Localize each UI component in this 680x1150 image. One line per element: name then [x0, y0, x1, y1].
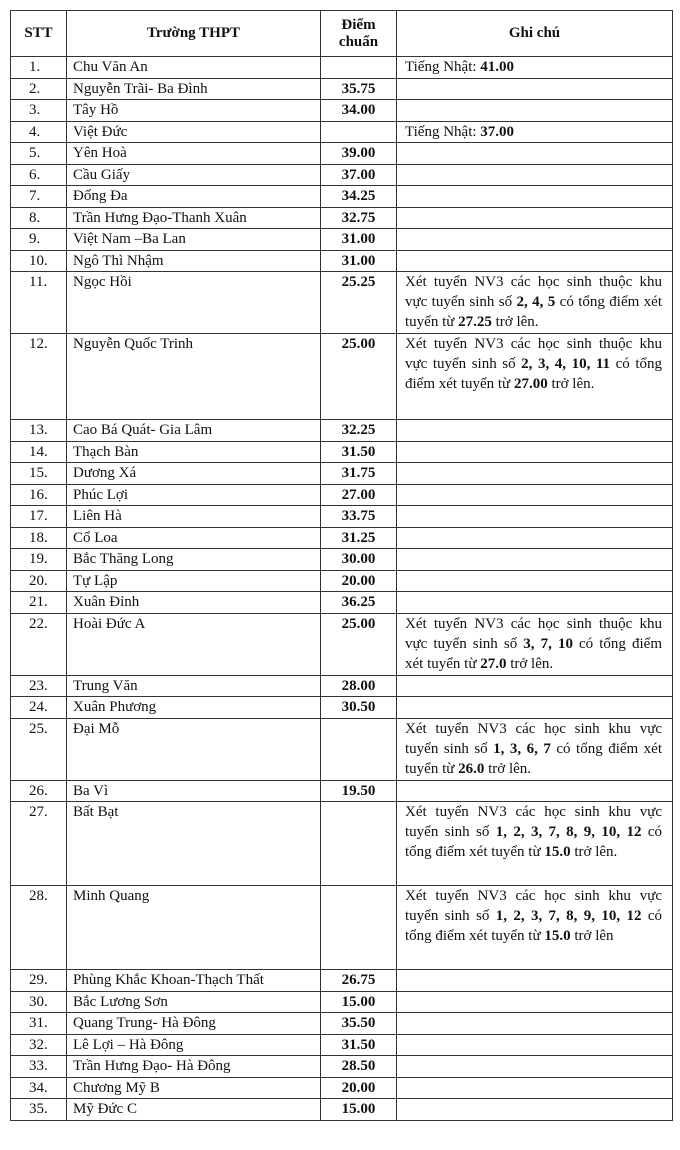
row-school-name: Ba Vì — [67, 780, 321, 802]
row-stt: 3. — [11, 100, 67, 122]
row-score — [321, 802, 397, 886]
row-note — [397, 484, 673, 506]
row-school-name: Yên Hoà — [67, 143, 321, 165]
row-stt: 35. — [11, 1099, 67, 1121]
row-stt: 8. — [11, 207, 67, 229]
table-row — [11, 1034, 673, 1056]
row-stt: 21. — [11, 592, 67, 614]
table-row — [11, 675, 673, 697]
table-row — [11, 121, 673, 143]
note-text: Tiếng Nhật: — [405, 59, 481, 75]
table-row — [11, 802, 673, 886]
row-stt: 18. — [11, 527, 67, 549]
row-stt: 22. — [11, 613, 67, 675]
row-school-name: Ngô Thì Nhậm — [67, 250, 321, 272]
row-note — [397, 718, 673, 780]
note-emphasis: 2, 4, 5 — [516, 294, 556, 310]
note-text: có tổng điểm xét tuyển từ — [405, 294, 662, 330]
row-stt: 14. — [11, 441, 67, 463]
row-stt: 15. — [11, 463, 67, 485]
table-row — [11, 1099, 673, 1121]
row-school-name: Minh Quang — [67, 886, 321, 970]
row-score: 28.50 — [321, 1056, 397, 1078]
row-score: 27.00 — [321, 484, 397, 506]
note-emphasis: 3, 7, 10 — [523, 635, 573, 652]
row-score: 25.00 — [321, 613, 397, 675]
row-score: 31.00 — [321, 229, 397, 251]
row-score: 34.25 — [321, 186, 397, 208]
table-row — [11, 57, 673, 79]
row-note — [397, 1077, 673, 1099]
table-row — [11, 991, 673, 1013]
row-stt: 34. — [11, 1077, 67, 1099]
table-row — [11, 1077, 673, 1099]
row-note — [397, 121, 673, 143]
row-school-name: Tây Hồ — [67, 100, 321, 122]
row-note — [397, 613, 673, 675]
note-text: có tổng điểm xét tuyển từ — [405, 635, 662, 672]
row-stt: 7. — [11, 186, 67, 208]
row-school-name: Việt Đức — [67, 121, 321, 143]
row-note — [397, 886, 673, 970]
row-note — [397, 420, 673, 442]
row-school-name: Cầu Giấy — [67, 164, 321, 186]
table-row — [11, 549, 673, 571]
row-note — [397, 1099, 673, 1121]
table-row — [11, 164, 673, 186]
row-school-name: Xuân Phương — [67, 697, 321, 719]
note-text: Xét tuyển NV3 các học sinh khu vực tuyển sinh số — [405, 804, 662, 840]
row-school-name: Trần Hưng Đạo-Thanh Xuân — [67, 207, 321, 229]
row-note — [397, 164, 673, 186]
note-emphasis: 15.0 — [544, 844, 571, 860]
note-text: trở lên. — [570, 844, 618, 860]
header-stt: STT — [11, 11, 67, 57]
note-text: trở lên — [570, 928, 614, 944]
row-stt: 31. — [11, 1013, 67, 1035]
note-text: Xét tuyển NV3 các học sinh thuộc khu vực tuyển sinh số — [405, 274, 662, 310]
row-note — [397, 970, 673, 992]
row-stt: 33. — [11, 1056, 67, 1078]
row-score: 30.00 — [321, 549, 397, 571]
table-row — [11, 506, 673, 528]
note-emphasis: 1, 2, 3, 7, 8, 9, 10, 12 — [495, 824, 642, 840]
note-text: trở lên. — [491, 314, 539, 330]
row-note — [397, 991, 673, 1013]
row-score: 32.25 — [321, 420, 397, 442]
table-row — [11, 100, 673, 122]
table-row — [11, 250, 673, 272]
row-stt: 25. — [11, 718, 67, 780]
row-note — [397, 229, 673, 251]
row-stt: 30. — [11, 991, 67, 1013]
row-score: 39.00 — [321, 143, 397, 165]
row-note — [397, 570, 673, 592]
note-text: có tổng điểm xét tuyển từ — [405, 740, 663, 777]
row-score: 26.75 — [321, 970, 397, 992]
row-school-name: Bất Bạt — [67, 802, 321, 886]
row-school-name: Nguyễn Quốc Trinh — [67, 334, 321, 420]
row-school-name: Bắc Lương Sơn — [67, 991, 321, 1013]
table-row — [11, 570, 673, 592]
note-emphasis: 1, 2, 3, 7, 8, 9, 10, 12 — [495, 908, 642, 924]
row-stt: 19. — [11, 549, 67, 571]
admission-scores-table — [10, 10, 673, 1121]
note-text: Xét tuyển NV3 các học sinh thuộc khu vực tuyển sinh số — [405, 615, 662, 652]
note-emphasis: 37.00 — [480, 123, 515, 140]
row-note — [397, 78, 673, 100]
row-note — [397, 697, 673, 719]
row-school-name: Tự Lập — [67, 570, 321, 592]
row-note — [397, 1013, 673, 1035]
row-note — [397, 272, 673, 334]
note-text: trở lên. — [484, 760, 532, 777]
row-school-name: Chu Văn An — [67, 57, 321, 79]
row-school-name: Đại Mỗ — [67, 718, 321, 780]
row-note — [397, 441, 673, 463]
note-emphasis: 2, 3, 4, 10, 11 — [521, 356, 611, 372]
table-row — [11, 592, 673, 614]
row-note — [397, 1034, 673, 1056]
table-row — [11, 1013, 673, 1035]
row-score: 15.00 — [321, 1099, 397, 1121]
header-row — [11, 11, 673, 57]
row-score: 31.25 — [321, 527, 397, 549]
row-school-name: Nguyễn Trãi- Ba Đình — [67, 78, 321, 100]
row-school-name: Đống Đa — [67, 186, 321, 208]
note-text: Xét tuyển NV3 các học sinh khu vực tuyển sinh số — [405, 888, 662, 924]
row-score: 36.25 — [321, 592, 397, 614]
row-score: 31.50 — [321, 441, 397, 463]
row-score: 20.00 — [321, 1077, 397, 1099]
note-emphasis: 27.00 — [513, 376, 548, 392]
note-text: có tổng điểm xét tuyển từ — [405, 356, 662, 392]
table-row — [11, 143, 673, 165]
row-stt: 10. — [11, 250, 67, 272]
row-note — [397, 527, 673, 549]
row-school-name: Dương Xá — [67, 463, 321, 485]
row-note — [397, 250, 673, 272]
row-score: 19.50 — [321, 780, 397, 802]
row-stt: 28. — [11, 886, 67, 970]
row-stt: 4. — [11, 121, 67, 143]
row-note — [397, 780, 673, 802]
note-text: Tiếng Nhật: — [405, 123, 481, 140]
note-emphasis: 1, 3, 6, 7 — [493, 740, 551, 757]
row-stt: 9. — [11, 229, 67, 251]
row-stt: 6. — [11, 164, 67, 186]
header-score-line2: chuẩn — [338, 33, 379, 50]
row-stt: 5. — [11, 143, 67, 165]
row-stt: 23. — [11, 675, 67, 697]
row-note — [397, 100, 673, 122]
row-school-name: Phùng Khắc Khoan-Thạch Thất — [67, 970, 321, 992]
note-text: Xét tuyển NV3 các học sinh thuộc khu vực tuyển sinh số — [405, 336, 662, 372]
row-note — [397, 592, 673, 614]
row-stt: 16. — [11, 484, 67, 506]
note-text: có tổng điểm xét tuyển từ — [405, 824, 662, 860]
row-school-name: Cổ Loa — [67, 527, 321, 549]
table-row — [11, 484, 673, 506]
table-row — [11, 420, 673, 442]
row-note — [397, 207, 673, 229]
note-emphasis: 27.0 — [480, 655, 507, 672]
table-row — [11, 272, 673, 334]
row-note — [397, 186, 673, 208]
row-stt: 13. — [11, 420, 67, 442]
row-score: 31.00 — [321, 250, 397, 272]
row-score: 31.50 — [321, 1034, 397, 1056]
row-note — [397, 549, 673, 571]
row-score: 33.75 — [321, 506, 397, 528]
row-school-name: Xuân Đỉnh — [67, 592, 321, 614]
table-body — [11, 57, 673, 1121]
table-row — [11, 463, 673, 485]
row-score: 28.00 — [321, 675, 397, 697]
row-school-name: Liên Hà — [67, 506, 321, 528]
note-emphasis: 41.00 — [480, 59, 515, 75]
row-score: 25.00 — [321, 334, 397, 420]
table-row — [11, 441, 673, 463]
row-note — [397, 57, 673, 79]
row-school-name: Chương Mỹ B — [67, 1077, 321, 1099]
row-note — [397, 143, 673, 165]
table-row — [11, 207, 673, 229]
row-note — [397, 675, 673, 697]
row-score — [321, 121, 397, 143]
header-score — [321, 11, 397, 57]
table-row — [11, 78, 673, 100]
table-row — [11, 718, 673, 780]
row-school-name: Hoài Đức A — [67, 613, 321, 675]
row-score — [321, 57, 397, 79]
note-text: có tổng điểm xét tuyển từ — [405, 908, 662, 944]
row-stt: 17. — [11, 506, 67, 528]
row-stt: 12. — [11, 334, 67, 420]
header-school: Trường THPT — [67, 11, 321, 57]
table-row — [11, 970, 673, 992]
header-note: Ghi chú — [397, 11, 673, 57]
row-stt: 1. — [11, 57, 67, 79]
row-score — [321, 886, 397, 970]
note-emphasis: 26.0 — [458, 760, 485, 777]
table-row — [11, 186, 673, 208]
note-emphasis: 15.0 — [544, 928, 571, 944]
row-stt: 29. — [11, 970, 67, 992]
row-school-name: Thạch Bàn — [67, 441, 321, 463]
row-note — [397, 1056, 673, 1078]
row-note — [397, 506, 673, 528]
note-text: trở lên. — [547, 376, 595, 392]
row-stt: 2. — [11, 78, 67, 100]
row-score — [321, 718, 397, 780]
row-score: 31.75 — [321, 463, 397, 485]
note-text: Xét tuyển NV3 các học sinh khu vực tuyển sinh số — [405, 720, 662, 757]
row-score: 34.00 — [321, 100, 397, 122]
row-score: 15.00 — [321, 991, 397, 1013]
table-row — [11, 697, 673, 719]
row-note — [397, 334, 673, 420]
row-note — [397, 802, 673, 886]
row-stt: 20. — [11, 570, 67, 592]
note-text: trở lên. — [506, 655, 554, 672]
row-stt: 24. — [11, 697, 67, 719]
table-row — [11, 780, 673, 802]
row-school-name: Ngọc Hồi — [67, 272, 321, 334]
row-score: 20.00 — [321, 570, 397, 592]
row-school-name: Trung Văn — [67, 675, 321, 697]
row-score: 35.50 — [321, 1013, 397, 1035]
table-row — [11, 886, 673, 970]
row-score: 25.25 — [321, 272, 397, 334]
table-row — [11, 527, 673, 549]
row-score: 35.75 — [321, 78, 397, 100]
row-stt: 32. — [11, 1034, 67, 1056]
row-stt: 27. — [11, 802, 67, 886]
note-emphasis: 27.25 — [458, 314, 492, 330]
row-school-name: Trần Hưng Đạo- Hà Đông — [67, 1056, 321, 1078]
row-school-name: Cao Bá Quát- Gia Lâm — [67, 420, 321, 442]
table-row — [11, 229, 673, 251]
header-score-line1: Điểm — [341, 16, 376, 33]
row-school-name: Quang Trung- Hà Đông — [67, 1013, 321, 1035]
row-school-name: Việt Nam –Ba Lan — [67, 229, 321, 251]
table-row — [11, 1056, 673, 1078]
row-score: 30.50 — [321, 697, 397, 719]
row-school-name: Lê Lợi – Hà Đông — [67, 1034, 321, 1056]
row-stt: 26. — [11, 780, 67, 802]
table-row — [11, 334, 673, 420]
row-school-name: Mỹ Đức C — [67, 1099, 321, 1121]
row-stt: 11. — [11, 272, 67, 334]
row-school-name: Phúc Lợi — [67, 484, 321, 506]
row-score: 37.00 — [321, 164, 397, 186]
row-note — [397, 463, 673, 485]
row-school-name: Bắc Thăng Long — [67, 549, 321, 571]
table-row — [11, 613, 673, 675]
row-score: 32.75 — [321, 207, 397, 229]
